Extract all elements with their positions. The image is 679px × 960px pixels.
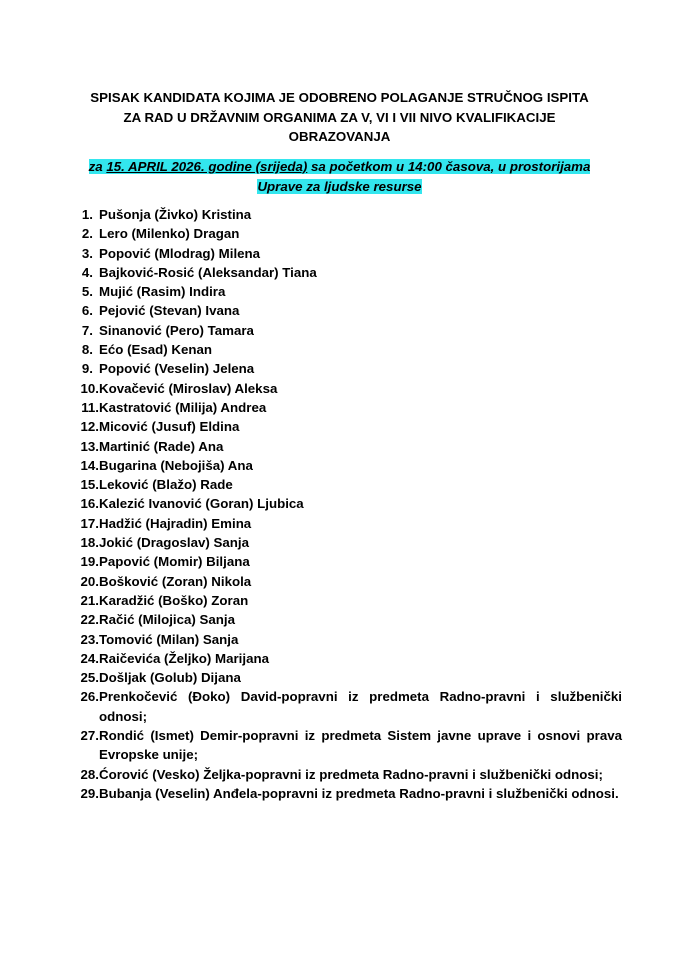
list-item [70,552,622,571]
schedule-prefix: za [88,159,107,174]
list-item [70,572,622,591]
title-line-2: ZA RAD U DRŽAVNIM ORGANIMA ZA V, VI I VII NIVO KVALIFIKACIJE [123,109,556,125]
candidate-name: Mujić (Rasim) Indira [99,284,226,300]
list-item [70,379,622,398]
list-item [70,301,622,320]
candidate-name: Bugarina (Nebojiša) Ana [99,457,253,473]
list-item [70,437,622,456]
item-number: 12. [80,419,99,435]
item-number: 2. [81,226,93,242]
candidate-name: Popović (Mlodrag) Milena [99,245,261,261]
item-number: 1. [81,207,93,222]
list-item [70,494,622,513]
list-item [70,514,622,533]
item-number: 7. [81,322,93,338]
document-title [60,88,619,147]
candidate-name: Lero (Milenko) Dragan [99,226,240,242]
list-item [70,591,622,610]
candidate-name: Kovačević (Miroslav) Aleksa [99,380,278,396]
title-line-3: OBRAZOVANJA [288,129,391,144]
list-item [70,456,622,475]
item-number: 10. [80,380,99,396]
candidate-name: Ćorović (Vesko) Željka-popravni iz predmeta Radno-pravni i službenički odnosi; [99,766,603,782]
item-number: 13. [80,438,99,454]
schedule-time-location: sa početkom u 14:00 časova, u prostorijama [307,159,591,174]
candidate-name: Raičevića (Željko) Marijana [99,650,269,666]
candidate-name: Prenkočević (Đoko) David-popravni iz predmeta Radno-pravni i službenički odnosi; [99,689,622,724]
exam-date: 15. APRIL 2026. godine (srijeda) [106,159,308,174]
list-item [70,263,622,282]
list-item [70,475,622,494]
title-line-1: SPISAK KANDIDATA KOJIMA JE ODOBRENO POLAGANJE STRUČNOG ISPITA [90,90,589,105]
candidate-name: Došljak (Golub) Dijana [99,670,241,686]
candidate-name: Micović (Jusuf) Eldina [99,419,240,435]
item-number: 9. [81,361,93,377]
candidate-name: Hadžić (Hajradin) Emina [99,515,252,531]
candidate-list [70,205,622,803]
candidate-name: Martinić (Rade) Ana [99,438,224,454]
item-number: 22. [80,612,99,628]
item-number: 14. [80,457,99,473]
item-number: 5. [81,284,93,300]
candidate-name: Ećo (Esad) Kenan [99,342,213,358]
candidate-name: Leković (Blažo) Rade [99,477,233,493]
list-item [70,649,622,668]
item-number: 19. [80,554,99,570]
item-number: 27. [80,728,99,744]
candidate-name: Bubanja (Veselin) Anđela-popravni iz predmeta Radno-pravni i službenički odnosi. [99,785,619,801]
candidate-name: Račić (Milojica) Sanja [99,612,235,628]
list-item [70,726,622,765]
candidate-name: Pušonja (Živko) Kristina [99,207,252,222]
item-number: 15. [80,477,99,493]
list-item [70,340,622,359]
list-item [70,359,622,378]
schedule-line-2: Uprave za ljudske resurse [257,178,422,194]
list-item [70,533,622,552]
candidate-name: Tomović (Milan) Sanja [99,631,239,647]
item-number: 20. [80,573,99,589]
candidate-name: Popović (Veselin) Jelena [99,361,255,377]
list-item [70,244,622,263]
item-number: 29. [80,785,99,801]
list-item [70,784,622,803]
candidate-name: Rondić (Ismet) Demir-popravni iz predmeta Sistem javne uprave i osnovi prava Evropske unije; [99,728,622,763]
candidate-name: Bajković-Rosić (Aleksandar) Tiana [99,264,317,280]
list-item [70,765,622,784]
candidate-name: Pejović (Stevan) Ivana [99,303,240,319]
list-item [70,224,622,243]
item-number: 8. [81,342,93,358]
exam-schedule [60,157,619,196]
schedule-line-1 [89,159,591,174]
candidate-name: Sinanović (Pero) Tamara [99,322,254,338]
list-item [70,630,622,649]
item-number: 11. [81,399,99,415]
item-number: 18. [80,535,99,551]
item-number: 28. [80,766,99,782]
list-item [70,687,622,726]
item-number: 23. [80,631,99,647]
list-item [70,321,622,340]
list-item [70,610,622,629]
candidate-name: Kastratović (Milija) Andrea [99,399,267,415]
list-item [70,668,622,687]
list-item [70,205,622,224]
list-item [70,417,622,436]
item-number: 25. [80,670,99,686]
item-number: 26. [80,689,99,705]
item-number: 17. [80,515,99,531]
candidate-name: Jokić (Dragoslav) Sanja [99,535,250,551]
candidate-name: Papović (Momir) Biljana [99,554,250,570]
item-number: 24. [80,650,99,666]
item-number: 16. [80,496,99,512]
item-number: 6. [81,303,93,319]
candidate-name: Kalezić Ivanović (Goran) Ljubica [99,496,304,512]
list-item [70,282,622,301]
item-number: 21. [80,592,99,608]
list-item [70,398,622,417]
candidate-name: Bošković (Zoran) Nikola [99,573,252,589]
item-number: 3. [81,245,93,261]
item-number: 4. [81,264,93,280]
candidate-name: Karadžić (Boško) Zoran [99,592,249,608]
